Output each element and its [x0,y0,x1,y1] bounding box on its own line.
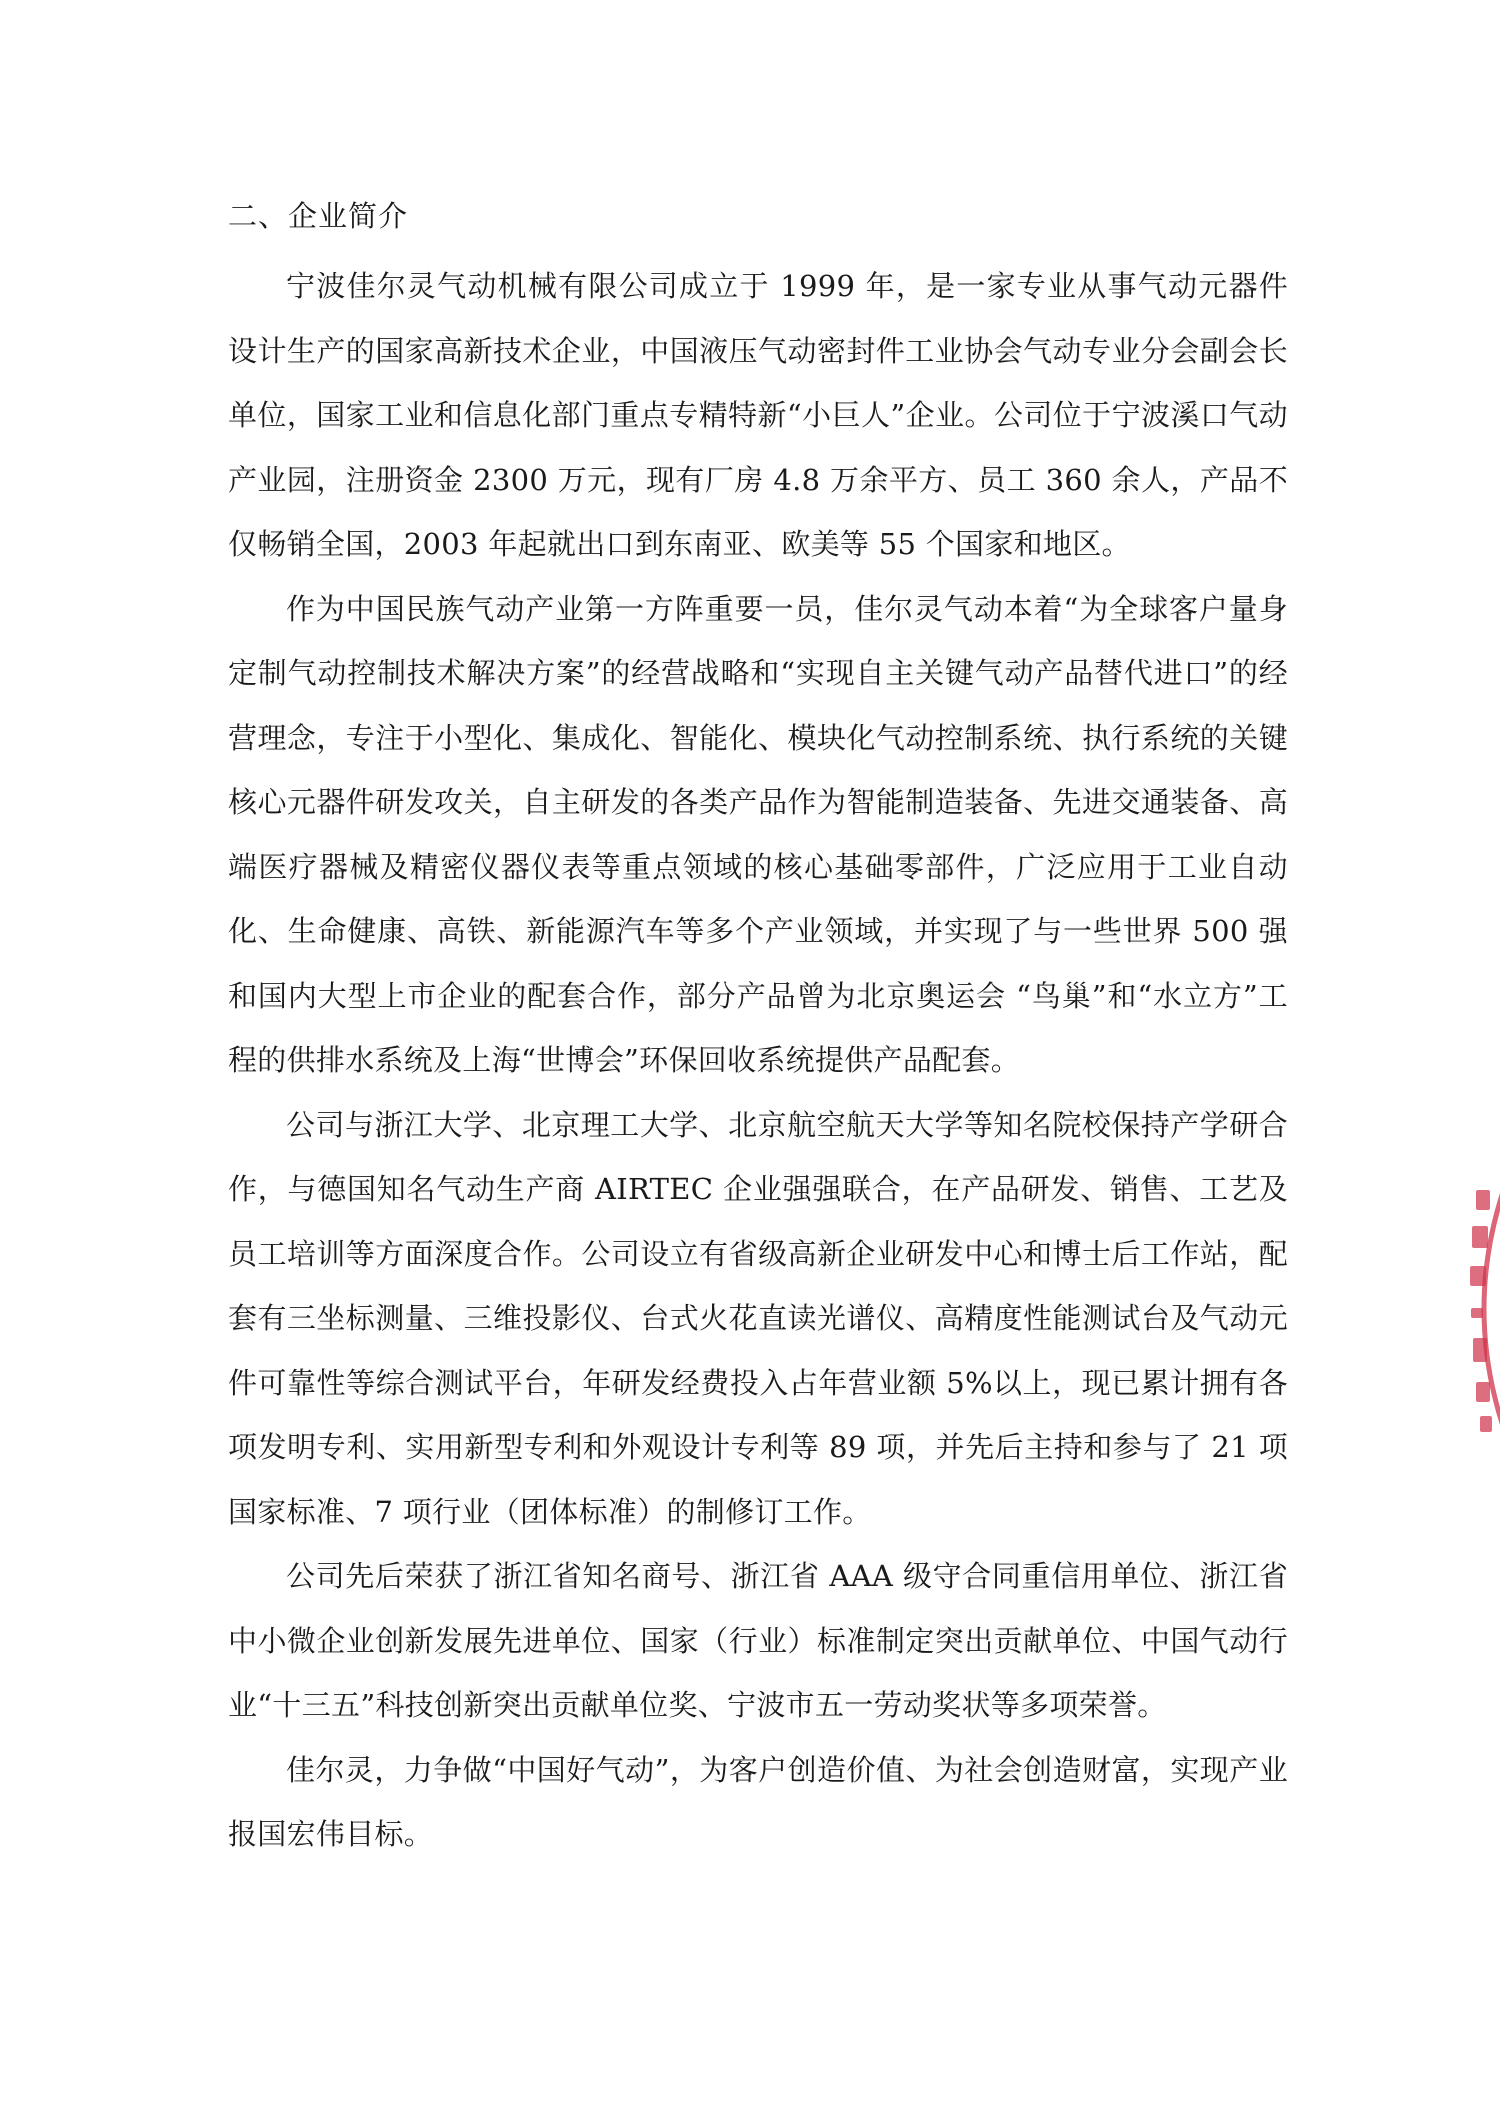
paragraph-strategy: 作为中国民族气动产业第一方阵重要一员，佳尔灵气动本着“为全球客户量身定制气动控制技术解决方案”的经营战略和“实现自主关键气动产品替代进口”的经营理念，专注于小型化、集成化、智能化、模块化气动控制系统、执行系统的关键核心元器件研发攻关，自主研发的各类产品作为智能制造装备、先进交通装备、高端医疗器械及精密仪器仪表等重点领域的核心基础零部件，广泛应用于工业自动化、生命健康、高铁、新能源汽车等多个产业领域，并实现了与一些世界 500 强和国内大型上市企业的配套合作，部分产品曾为北京奥运会 “鸟巢”和“水立方”工程的供排水系统及上海“世博会”环保回收系统提供产品配套。 [228,591,1288,1077]
paragraph-company-overview: 宁波佳尔灵气动机械有限公司成立于 1999 年，是一家专业从事气动元器件设计生产的国家高新技术企业，中国液压气动密封件工业协会气动专业分会副会长单位，国家工业和信息化部门重点专精特新“小巨人”企业。公司位于宁波溪口气动产业园，注册资金 2300 万元，现有厂房 4.8 万余平方、员工 360 余人，产品不仅畅销全国，2003 年起就出口到东南亚、欧美等 55 个国家和地区。 [228,269,1288,561]
paragraph-honors: 公司先后荣获了浙江省知名商号、浙江省 AAA 级守合同重信用单位、浙江省中小微企业创新发展先进单位、国家（行业）标准制定突出贡献单位、中国气动行业“十三五”科技创新突出贡献单位奖、宁波市五一劳动奖状等多项荣誉。 [228,1559,1288,1722]
section-heading: 二、企业简介 [228,199,409,233]
seal-stamp-fragment [1466,1168,1500,1450]
paragraph-cooperation: 公司与浙江大学、北京理工大学、北京航空航天大学等知名院校保持产学研合作，与德国知名气动生产商 AIRTEC 企业强强联合，在产品研发、销售、工艺及员工培训等方面深度合作。公司设立有省级高新企业研发中心和博士后工作站，配套有三坐标测量、三维投影仪、台式火花直读光谱仪、高精度性能测试台及气动元件可靠性等综合测试平台，年研发经费投入占年营业额 5%以上，现已累计拥有各项发明专利、实用新型专利和外观设计专利等 89 项，并先后主持和参与了 21 项国家标准、7 项行业（团体标准）的制修订工作。 [228,1107,1288,1529]
document-body [228,192,1288,1867]
seal-stamp-graphic [1466,1168,1500,1450]
paragraph-goal: 佳尔灵，力争做“中国好气动”，为客户创造价值、为社会创造财富，实现产业报国宏伟目标。 [228,1752,1288,1851]
